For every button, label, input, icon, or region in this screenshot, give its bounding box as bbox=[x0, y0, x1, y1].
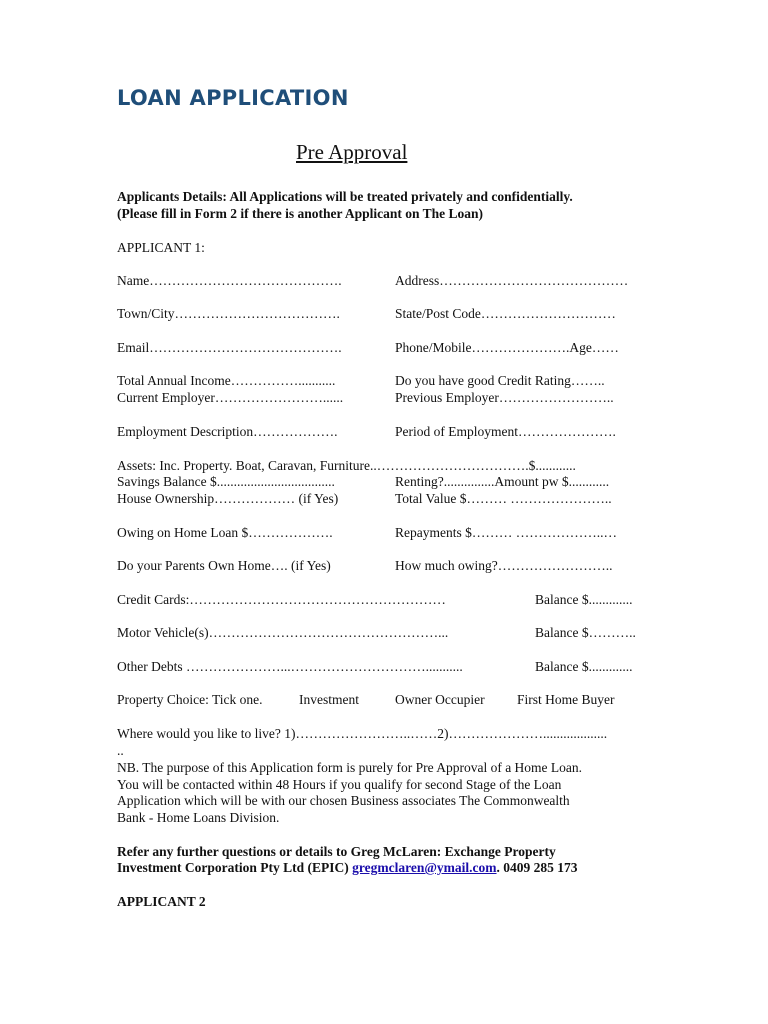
other-debts-balance-field[interactable]: Balance $............. bbox=[535, 659, 633, 674]
income-field[interactable]: Total Annual Income……………........... bbox=[117, 373, 336, 388]
preferred-location-field[interactable]: Where would you like to live? 1)……………………..……2)…………………................... bbox=[117, 726, 608, 741]
repayments-field[interactable]: Repayments $……… ………………..… bbox=[395, 525, 617, 540]
previous-employer-field[interactable]: Previous Employer…………………….. bbox=[395, 390, 614, 405]
note-line-1: NB. The purpose of this Application form is purely for Pre Approval of a Home Loan. bbox=[117, 760, 583, 775]
credit-cards-balance-field[interactable]: Balance $............. bbox=[535, 592, 633, 607]
renting-field[interactable]: Renting?...............Amount pw $............ bbox=[395, 474, 610, 489]
option-first-home-buyer[interactable]: First Home Buyer bbox=[517, 692, 615, 707]
contact-line-2 bbox=[117, 860, 578, 876]
intro-line-1: Applicants Details: All Applications will be treated privately and confidentially. bbox=[117, 189, 573, 204]
current-employer-field[interactable]: Current Employer……………………...... bbox=[117, 390, 344, 405]
motor-vehicles-balance-field[interactable]: Balance $……….. bbox=[535, 625, 636, 640]
page-title: LOAN APPLICATION bbox=[117, 86, 349, 110]
total-value-field[interactable]: Total Value $……… ………………….. bbox=[395, 491, 612, 506]
credit-cards-field[interactable]: Credit Cards:………………………………………………… bbox=[117, 592, 446, 607]
option-investment[interactable]: Investment bbox=[299, 692, 359, 707]
employment-description-field[interactable]: Employment Description………………. bbox=[117, 424, 338, 439]
state-postcode-field[interactable]: State/Post Code………………………… bbox=[395, 306, 616, 321]
preferred-location-continuation: .. bbox=[117, 743, 124, 758]
contact-email-link[interactable]: gregmclaren@ymail.com bbox=[352, 860, 497, 875]
page-subtitle: Pre Approval bbox=[296, 140, 408, 164]
savings-field[interactable]: Savings Balance $................................... bbox=[117, 474, 335, 489]
email-field[interactable]: Email……………………………………. bbox=[117, 340, 342, 355]
option-owner-occupier[interactable]: Owner Occupier bbox=[395, 692, 485, 707]
motor-vehicles-field[interactable]: Motor Vehicle(s)……………………………………………... bbox=[117, 625, 449, 640]
phone-age-field[interactable]: Phone/Mobile………………….Age…… bbox=[395, 340, 619, 355]
address-field[interactable]: Address…………………………………… bbox=[395, 273, 629, 288]
employment-period-field[interactable]: Period of Employment…………………. bbox=[395, 424, 616, 439]
house-ownership-field[interactable]: House Ownership……………… (if Yes) bbox=[117, 491, 339, 506]
credit-rating-field[interactable]: Do you have good Credit Rating…….. bbox=[395, 373, 605, 388]
owing-home-loan-field[interactable]: Owing on Home Loan $………………. bbox=[117, 525, 333, 540]
name-field[interactable]: Name……………………………………. bbox=[117, 273, 342, 288]
intro-line-2: (Please fill in Form 2 if there is another Applicant on The Loan) bbox=[117, 206, 484, 221]
town-field[interactable]: Town/City………………………………. bbox=[117, 306, 340, 321]
contact-company: Investment Corporation Pty Ltd (EPIC) bbox=[117, 860, 353, 875]
assets-field[interactable]: Assets: Inc. Property. Boat, Caravan, Furniture..…………………………….$............ bbox=[117, 458, 576, 473]
note-line-2: You will be contacted within 48 Hours if you qualify for second Stage of the Loan bbox=[117, 777, 562, 792]
property-choice-label: Property Choice: Tick one. bbox=[117, 692, 263, 707]
note-line-4: Bank - Home Loans Division. bbox=[117, 810, 280, 825]
how-much-owing-field[interactable]: How much owing?…………………….. bbox=[395, 558, 613, 573]
note-line-3: Application which will be with our chosen Business associates The Commonwealth bbox=[117, 793, 570, 808]
applicant-2-heading: APPLICANT 2 bbox=[117, 894, 206, 909]
contact-phone: . 0409 285 173 bbox=[496, 860, 578, 875]
applicant-1-heading: APPLICANT 1: bbox=[117, 240, 205, 255]
other-debts-field[interactable]: Other Debts …………………...…………………………........... bbox=[117, 659, 463, 674]
contact-line-1: Refer any further questions or details to Greg McLaren: Exchange Property bbox=[117, 844, 556, 859]
parents-own-home-field[interactable]: Do your Parents Own Home…. (if Yes) bbox=[117, 558, 331, 573]
